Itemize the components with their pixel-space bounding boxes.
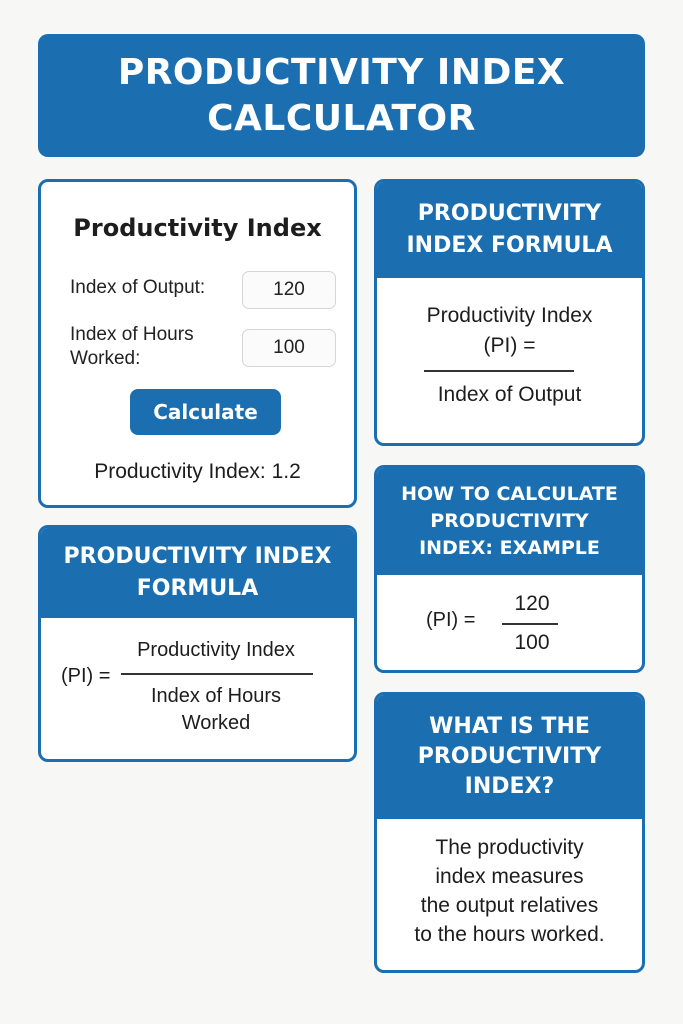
what-is-line-3: the output relatives — [420, 894, 599, 917]
formula-right-lhs-line-1: Productivity Index — [426, 304, 593, 327]
hours-input[interactable]: 100 — [242, 329, 336, 367]
formula-left-denominator-line-2: Worked — [181, 712, 251, 734]
calculator-title: Productivity Index — [73, 214, 322, 242]
page-title-line-2: CALCULATOR — [207, 97, 476, 139]
formula-right-lhs — [377, 301, 642, 361]
hours-label-line-1: Index of Hours — [70, 324, 194, 345]
example-heading — [377, 468, 642, 575]
formula-left-lhs: (PI) = — [61, 665, 111, 687]
calculate-button[interactable]: Calculate — [130, 389, 281, 435]
formula-right-lhs-line-2: (PI) = — [483, 334, 536, 357]
page-title — [118, 50, 565, 142]
example-heading-line-2: PRODUCTIVITY — [430, 510, 589, 532]
what-is-heading-line-2: PRODUCTIVITY — [417, 744, 602, 769]
formula-left-denominator-line-1: Index of Hours — [150, 685, 282, 707]
formula-right-denominator: Index of Output — [437, 383, 582, 406]
example-numerator: 120 — [514, 592, 550, 615]
formula-right-heading-line-1: PRODUCTIVITY — [417, 201, 602, 226]
formula-left-fraction-bar — [121, 673, 313, 675]
formula-left-denominator — [117, 683, 315, 737]
formula-left-heading-line-2: FORMULA — [136, 576, 259, 601]
what-is-line-2: index measures — [435, 865, 584, 888]
what-is-line-1: The productivity — [435, 836, 584, 859]
formula-right-fraction-bar — [424, 370, 574, 372]
formula-right-heading-line-2: INDEX FORMULA — [406, 233, 613, 258]
calculator-result: Productivity Index: 1.2 — [94, 460, 301, 483]
calculator-card — [38, 179, 357, 508]
what-is-description — [387, 833, 632, 949]
what-is-line-4: to the hours worked. — [414, 923, 605, 946]
formula-card-left — [38, 525, 357, 762]
formula-card-right — [374, 179, 645, 446]
example-card — [374, 465, 645, 673]
hours-label — [70, 323, 194, 371]
formula-left-heading — [41, 528, 354, 618]
output-input[interactable]: 120 — [242, 271, 336, 309]
formula-right-heading — [377, 182, 642, 278]
example-denominator: 100 — [514, 631, 550, 654]
what-is-heading — [377, 695, 642, 819]
what-is-heading-line-3: INDEX? — [464, 774, 555, 799]
what-is-card — [374, 692, 645, 973]
page-title-line-1: PRODUCTIVITY INDEX — [117, 51, 566, 93]
example-heading-line-3: INDEX: EXAMPLE — [419, 537, 600, 559]
example-fraction-bar — [502, 623, 558, 625]
example-heading-line-1: HOW TO CALCULATE — [401, 483, 618, 505]
what-is-heading-line-1: WHAT IS THE — [429, 714, 590, 739]
formula-left-heading-line-1: PRODUCTIVITY INDEX — [63, 544, 332, 569]
formula-left-numerator: Productivity Index — [137, 639, 295, 661]
page-banner — [38, 34, 645, 157]
example-lhs: (PI) = — [426, 609, 476, 631]
output-label: Index of Output: — [70, 277, 206, 298]
hours-label-line-2: Worked: — [70, 348, 141, 369]
